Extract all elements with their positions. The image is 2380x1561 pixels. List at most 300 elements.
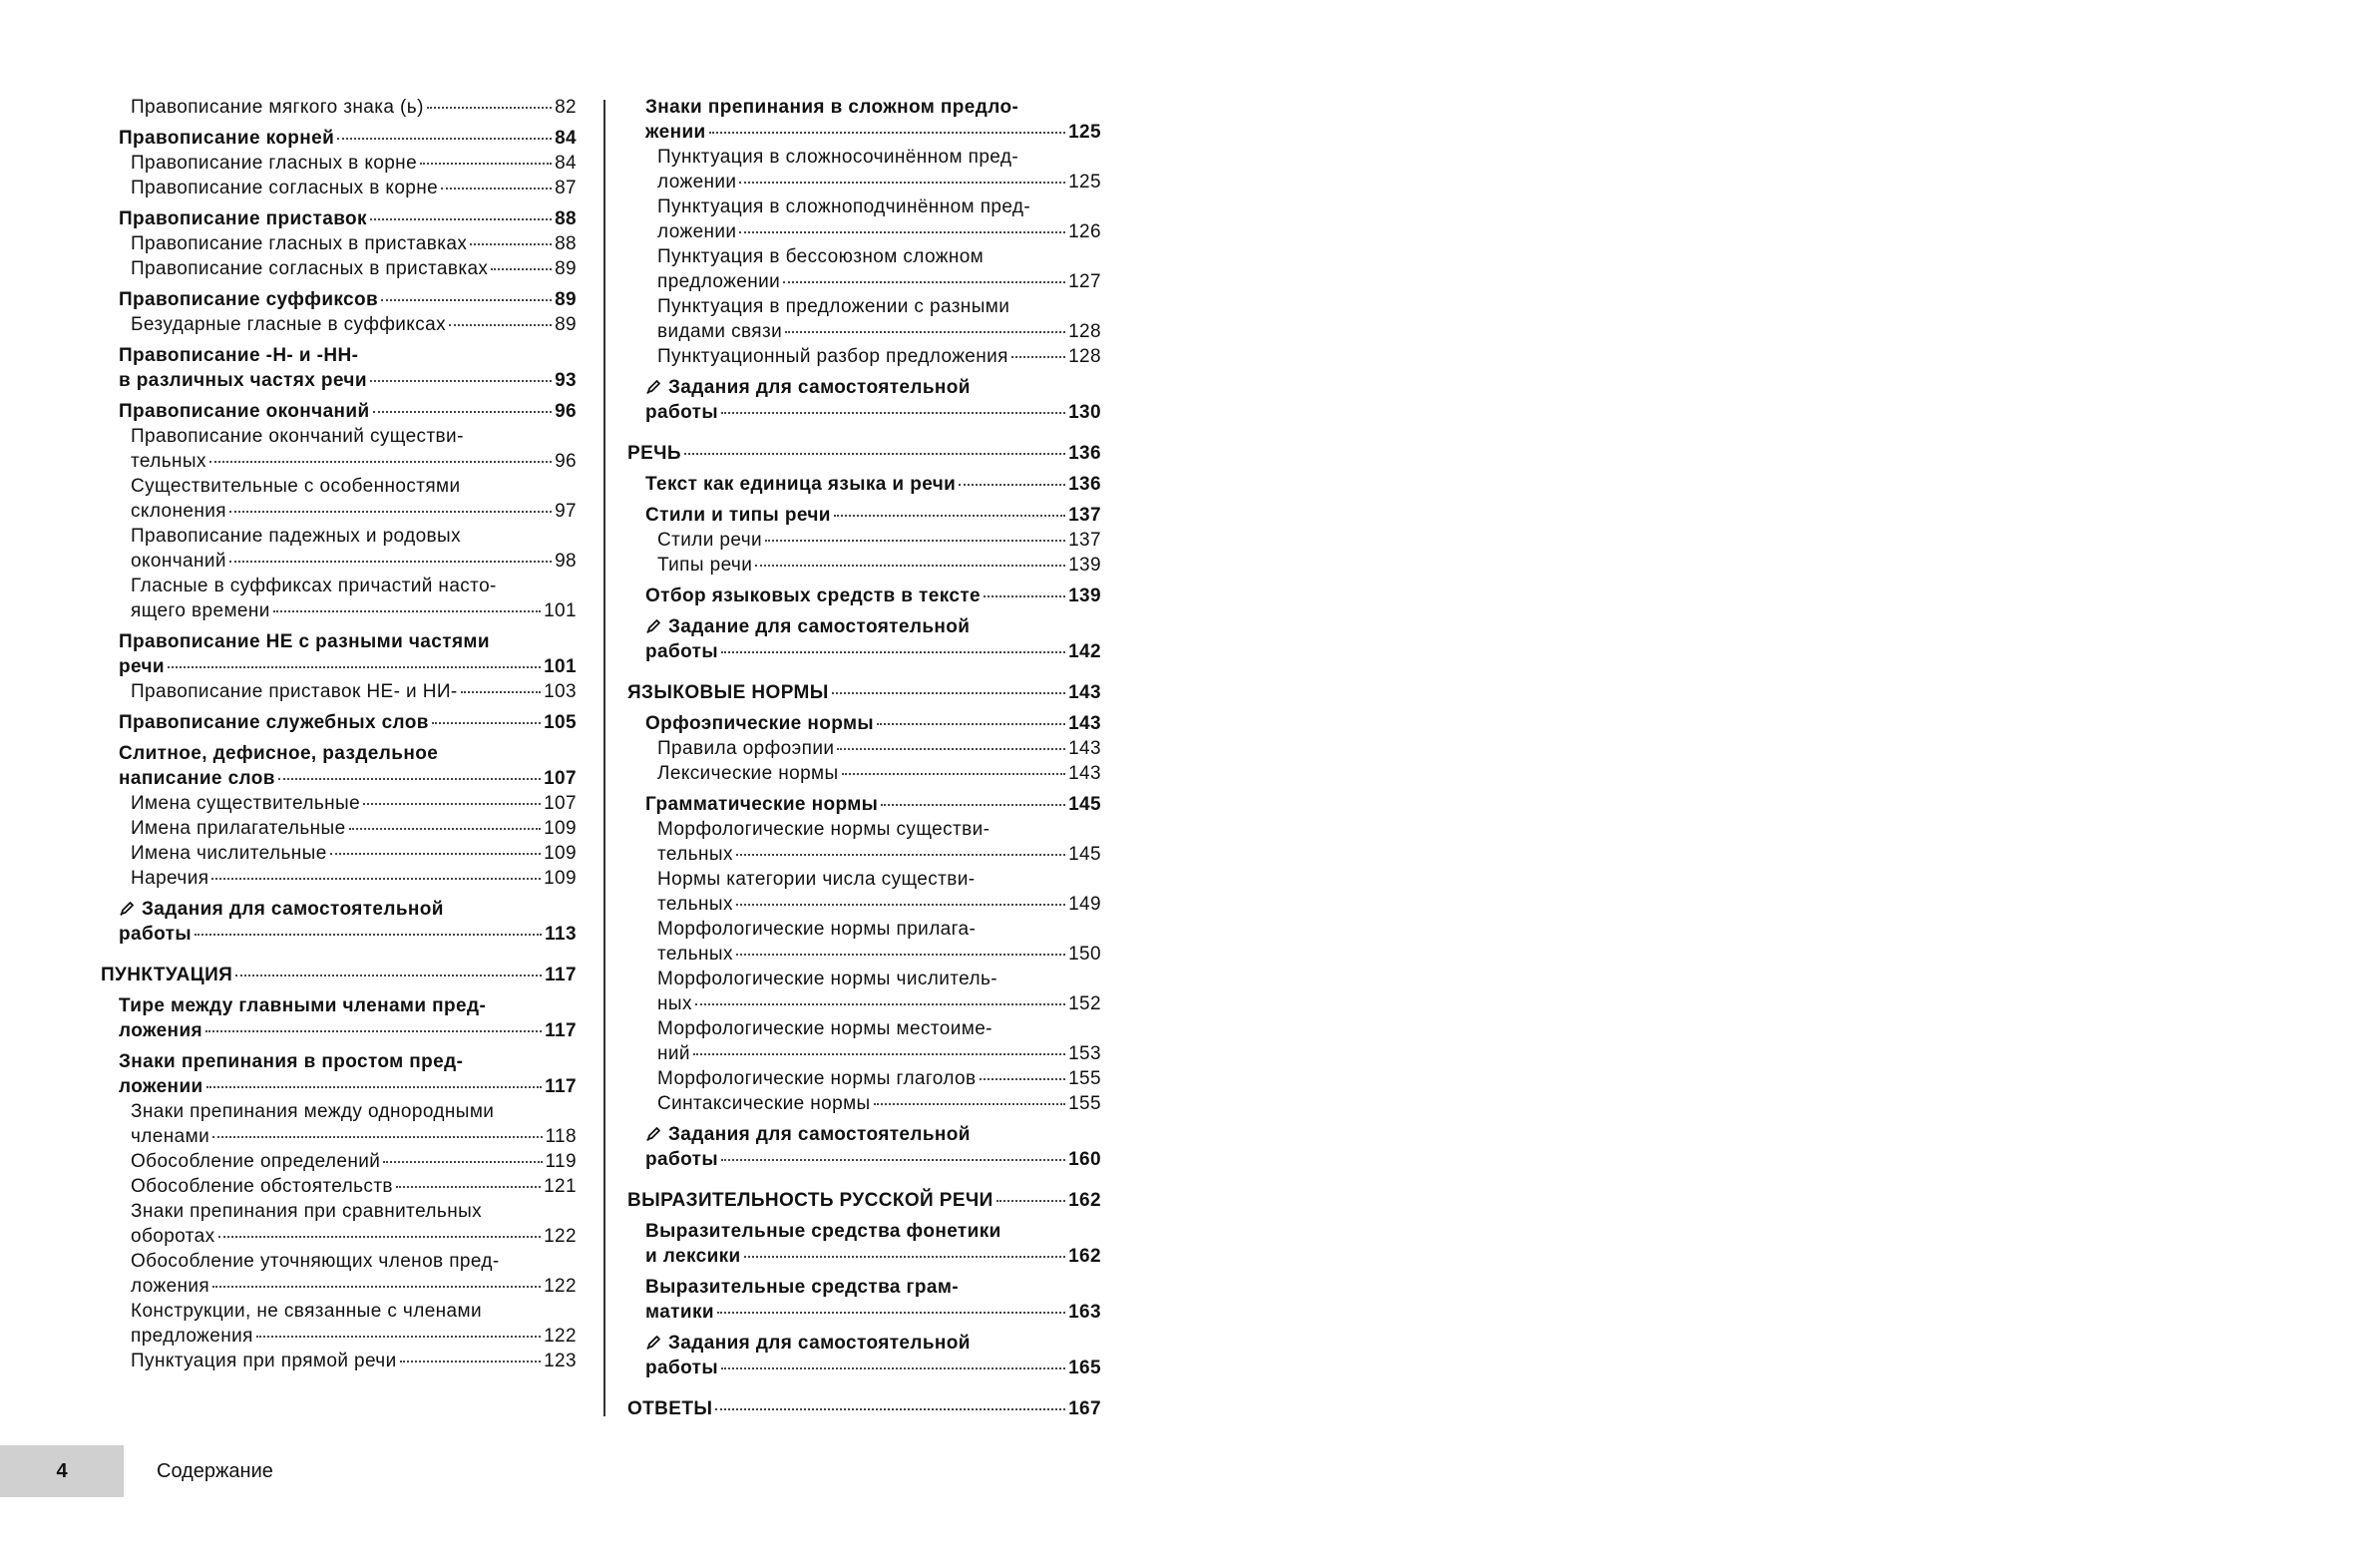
toc-title-line [119,654,577,679]
toc-section [119,1049,577,1099]
dot-leader [693,1053,1065,1055]
toc-title-line [119,897,577,922]
toc-subsection [657,967,1101,1016]
toc-page-number: 143 [1068,713,1101,734]
toc-title-line [645,1356,1101,1380]
toc-title-text: Обособление определений [131,1151,381,1172]
toc-title-line [657,1091,1101,1116]
toc-title-line [657,170,1101,195]
toc-title-line [119,993,577,1018]
toc-title-line [657,892,1101,917]
toc-title-text: тельных [657,894,733,915]
toc-subsection [131,151,577,176]
footer-section-title: Содержание [157,1460,273,1482]
toc-title-text: ПУНКТУАЦИЯ [101,965,233,985]
toc-title-line [119,399,577,424]
toc-page-number: 128 [1068,321,1101,342]
toc-page-number: 143 [1068,682,1101,703]
footer-page-number: 4 [56,1460,68,1482]
toc-page-number: 82 [555,97,577,118]
toc-title-text: РЕЧЬ [627,443,681,464]
toc-title-text: Правописание мягкого знака (ь) [131,97,424,118]
toc-title-text: Синтаксические нормы [657,1093,871,1114]
toc-subsection [131,176,577,200]
toc-section [119,710,577,735]
dot-leader [783,281,1065,283]
dot-leader [229,511,552,513]
toc-title-text: Знаки препинания в простом пред- [119,1051,464,1072]
toc-title-text: Знаки препинания между однородными [131,1101,495,1122]
toc-page-number: 117 [545,1076,577,1097]
toc-title-text: ложении [119,1076,203,1097]
toc-page-number: 163 [1068,1302,1101,1323]
toc-subsection [657,145,1101,195]
dot-leader [785,331,1065,333]
toc-title-text: Пунктуация при прямой речи [131,1351,397,1371]
dot-leader [400,1361,541,1363]
toc-title-text: работы [119,924,192,945]
toc-title-text: Морфологические нормы прилага- [657,919,977,940]
toc-subsection [131,312,577,337]
toc-subsection [131,791,577,816]
toc-page-number: 137 [1068,530,1101,551]
toc-page-number: 89 [555,314,577,335]
dot-leader [721,1159,1065,1161]
toc-title-line [657,269,1101,294]
toc-title-text: Наречия [131,868,209,889]
toc-title-line [119,922,577,947]
toc-title-line [131,95,577,120]
toc-title-text: Правописание приставок НЕ- и НИ- [131,681,458,702]
toc-page-number: 98 [555,551,577,572]
toc-column-left [101,95,577,1373]
toc-section [119,993,577,1043]
toc-section [645,1275,1101,1325]
toc-subsection [657,736,1101,761]
toc-page-number: 101 [544,600,577,621]
toc-page-number: 103 [544,681,577,702]
toc-title-line [119,766,577,791]
toc-subsection [131,1149,577,1174]
toc-title-text: работы [645,402,718,423]
dot-leader [209,461,552,463]
toc-subsection [657,244,1101,294]
toc-page-number: 165 [1068,1358,1101,1378]
toc-title-line [645,1331,1101,1356]
toc-page-number: 84 [555,128,577,149]
toc-title-line [131,176,577,200]
toc-title-line [131,474,577,499]
toc-subsection [131,1249,577,1299]
toc-title-text: Типы речи [657,555,753,576]
dot-leader [363,803,541,805]
toc-title-text: Существительные с особенностями [131,476,461,497]
toc-title-line [657,145,1101,170]
toc-page-number: 109 [544,818,577,839]
toc-title-line [131,816,577,841]
toc-title-text: Правописание гласных в приставках [131,233,468,254]
toc-section [119,897,577,947]
toc-title-line [657,1041,1101,1066]
toc-page-number: 125 [1068,172,1101,193]
toc-title-line [627,1396,1101,1421]
toc-title-text: Пунктуация в предложении с разными [657,296,1010,317]
dot-leader [959,484,1065,486]
toc-subsection [131,95,577,120]
toc-title-line [657,967,1101,991]
toc-title-text: Правописание приставок [119,208,367,229]
toc-title-text: предложения [131,1326,253,1347]
toc-page-number: 155 [1068,1068,1101,1089]
toc-page-number: 162 [1068,1246,1101,1267]
dot-leader [980,1078,1066,1080]
toc-section [119,629,577,679]
dot-leader [396,1186,541,1188]
toc-section [645,1219,1101,1269]
toc-title-text: ЯЗЫКОВЫЕ НОРМЫ [627,682,829,703]
toc-title-text: ложении [657,172,737,193]
toc-title-line [119,1049,577,1074]
pencil-icon [645,1335,661,1351]
toc-title-line [645,1244,1101,1269]
toc-subsection [657,761,1101,786]
toc-page-number: 126 [1068,221,1101,242]
toc-page-number: 97 [555,501,577,522]
toc-title-line [627,1188,1101,1213]
toc-title-text: Текст как единица языка и речи [645,474,957,495]
dot-leader [229,561,552,563]
toc-page-number: 84 [555,153,577,174]
dot-leader [218,1236,542,1238]
toc-title-line [645,1275,1101,1300]
dot-leader [491,268,552,270]
toc-title-line [131,424,577,449]
toc-page-number: 145 [1068,844,1101,865]
dot-leader [715,1408,1065,1410]
toc-subsection [131,866,577,891]
toc-title-line [657,736,1101,761]
toc-title-text: Безударные гласные в суффиксах [131,314,446,335]
dot-leader [235,975,542,976]
toc-page-number: 162 [1068,1190,1101,1211]
toc-page-number: 122 [544,1326,577,1347]
toc-title-line [657,219,1101,244]
toc-title-line [131,866,577,891]
toc-title-line [645,792,1101,817]
toc-title-text: жении [645,122,706,143]
toc-title-text: Морфологические нормы существи- [657,819,991,840]
toc-title-text: Правописание окончаний [119,401,370,422]
toc-title-line [645,503,1101,528]
toc-title-text: ний [657,1043,690,1064]
toc-page-number: 96 [555,451,577,472]
toc-title-line [131,312,577,337]
toc-title-line [645,584,1101,608]
toc-section [645,792,1101,817]
toc-page-number: 150 [1068,944,1101,965]
toc-title-line [119,710,577,735]
toc-title-text: Имена числительные [131,843,327,864]
toc-section [645,614,1101,664]
dot-leader [373,411,552,413]
toc-subsection [131,424,577,474]
dot-leader [695,1003,1065,1005]
toc-title-line [131,1274,577,1299]
toc-title-text: Отбор языковых средств в тексте [645,585,981,606]
dot-leader [432,722,541,724]
dot-leader [383,1161,542,1163]
toc-title-text: тельных [131,451,206,472]
toc-title-text: Гласные в суффиксах причастий насто- [131,576,497,596]
toc-page-number: 139 [1068,585,1101,606]
dot-leader [212,1136,542,1138]
toc-section [119,126,577,151]
dot-leader [874,1103,1065,1105]
toc-title-line [657,1066,1101,1091]
dot-leader [684,453,1065,455]
toc-page-number: 107 [544,793,577,814]
pencil-icon [645,618,661,634]
toc-section [645,1331,1101,1380]
dot-leader [461,691,541,693]
dot-leader [273,610,541,612]
toc-title-text: членами [131,1126,210,1147]
toc-subsection [657,917,1101,967]
toc-page-number: 89 [555,258,577,279]
toc-title-text: Имена существительные [131,793,361,814]
toc-title-text: Задание для самостоятельной [668,616,971,637]
toc-title-line [119,343,577,368]
toc-title-line [131,499,577,524]
toc-subsection [657,294,1101,344]
toc-title-line [131,1174,577,1199]
toc-chapter [101,963,577,987]
toc-title-text: Правописание корней [119,128,335,149]
toc-title-text: ВЫРАЗИТЕЛЬНОСТЬ РУССКОЙ РЕЧИ [627,1190,993,1211]
toc-page-number: 93 [555,370,577,391]
dot-leader [205,1030,542,1032]
dot-leader [427,107,552,109]
toc-subsection [131,231,577,256]
pencil-icon [645,379,661,395]
dot-leader [984,595,1065,597]
pencil-icon [645,1126,661,1142]
toc-title-text: Правописание падежных и родовых [131,526,462,547]
toc-subsection [131,256,577,281]
toc-section [645,375,1101,425]
toc-section [119,399,577,424]
toc-title-text: видами связи [657,321,783,342]
toc-title-line [119,287,577,312]
toc-page-number: 149 [1068,894,1101,915]
toc-section [119,206,577,231]
dot-leader [842,773,1066,775]
toc-title-text: ящего времени [131,600,270,621]
toc-title-text: окончаний [131,551,226,572]
toc-title-line [627,441,1101,466]
toc-title-text: ОТВЕТЫ [627,1398,713,1419]
dot-leader [765,540,1065,542]
toc-page-number: 136 [1068,474,1101,495]
toc-title-text: Задания для самостоятельной [668,377,971,398]
toc-title-line [645,375,1101,400]
toc-title-text: предложении [657,271,781,292]
toc-subsection [131,1349,577,1373]
toc-title-text: работы [645,641,718,662]
toc-subsection [131,1174,577,1199]
toc-page-number: 109 [544,843,577,864]
toc-title-line [131,549,577,574]
toc-section [645,584,1101,608]
toc-page-number: 107 [544,768,577,789]
toc-title-text: Правописание согласных в приставках [131,258,489,279]
dot-leader [736,954,1065,956]
toc-page-number: 101 [544,656,577,677]
toc-page-number: 118 [545,1126,577,1147]
toc-title-text: ложения [119,1020,203,1041]
toc-title-line [131,524,577,549]
toc-title-text: Пунктуация в сложноподчинённом пред- [657,196,1031,217]
toc-subsection [657,195,1101,244]
toc-title-line [657,867,1101,892]
toc-title-line [657,991,1101,1016]
toc-title-line [657,319,1101,344]
dot-leader [832,692,1065,694]
toc-title-line [131,1199,577,1224]
toc-page-number: 105 [544,712,577,733]
toc-title-line [131,256,577,281]
toc-title-text: Задания для самостоятельной [668,1124,971,1145]
toc-page-number: 145 [1068,794,1101,815]
toc-page-number: 117 [545,1020,577,1041]
dot-leader [834,515,1065,517]
toc-page-number: 119 [545,1151,577,1172]
toc-title-text: Правописание гласных в корне [131,153,418,174]
column-divider [603,100,605,1416]
toc-title-line [119,1018,577,1043]
dot-leader [441,188,552,190]
toc-page-number: 137 [1068,505,1101,526]
dot-leader [709,132,1065,134]
toc-page-number: 155 [1068,1093,1101,1114]
dot-leader [837,748,1065,750]
toc-page-number: 153 [1068,1043,1101,1064]
toc-title-line [119,629,577,654]
toc-title-line [131,1349,577,1373]
toc-title-line [131,1224,577,1249]
toc-title-line [657,1016,1101,1041]
dot-leader [877,723,1065,725]
toc-page-number: 96 [555,401,577,422]
toc-title-text: склонения [131,501,226,522]
toc-title-line [131,1124,577,1149]
toc-title-text: Слитное, дефисное, раздельное [119,743,439,764]
toc-title-text: Имена прилагательные [131,818,346,839]
dot-leader [721,412,1065,414]
dot-leader [1011,356,1065,358]
toc-title-text: оборотах [131,1226,215,1247]
dot-leader [195,934,542,936]
dot-leader [256,1336,541,1338]
pencil-icon [119,901,135,917]
toc-chapter [627,1396,1101,1421]
toc-title-text: Правописание НЕ с разными частями [119,631,490,652]
dot-leader [996,1200,1065,1202]
toc-title-text: Орфоэпические нормы [645,713,875,734]
toc-subsection [131,816,577,841]
toc-title-text: ложении [657,221,737,242]
toc-title-text: Морфологические нормы глаголов [657,1068,977,1089]
toc-title-line [119,368,577,393]
toc-title-line [645,1122,1101,1147]
toc-title-text: Пунктуационный разбор предложения [657,346,1008,367]
toc-subsection [657,1066,1101,1091]
toc-title-text: Обособление уточняющих членов пред- [131,1251,500,1272]
toc-title-text: тельных [657,944,733,965]
toc-title-text: Правописание суффиксов [119,289,379,310]
toc-title-line [131,1324,577,1349]
toc-chapter [627,1188,1101,1213]
dot-leader [449,324,552,326]
toc-section [119,343,577,393]
dot-leader [370,218,552,220]
toc-subsection [131,1299,577,1349]
toc-title-text: ных [657,993,692,1014]
toc-title-line [657,528,1101,553]
toc-title-line [657,244,1101,269]
toc-subsection [657,867,1101,917]
toc-title-line [131,841,577,866]
toc-subsection [657,344,1101,369]
toc-title-text: Правописание согласных в корне [131,178,439,198]
toc-title-text: Лексические нормы [657,763,839,784]
toc-page-number: 160 [1068,1149,1101,1170]
dot-leader [381,299,552,301]
toc-page-number: 127 [1068,271,1101,292]
toc-title-text: Знаки препинания в сложном предло- [645,97,1019,118]
toc-page-number: 88 [555,233,577,254]
toc-page-number: 143 [1068,763,1101,784]
toc-subsection [131,474,577,524]
toc-page-number: 125 [1068,122,1101,143]
toc-title-text: Правописание -Н- и -НН- [119,345,359,366]
toc-title-text: матики [645,1302,714,1323]
toc-title-line [131,449,577,474]
toc-page-number: 143 [1068,738,1101,759]
toc-page-number: 167 [1068,1398,1101,1419]
toc-title-text: и лексики [645,1246,741,1267]
toc-page-number: 152 [1068,993,1101,1014]
toc-subsection [657,817,1101,867]
toc-title-text: тельных [657,844,733,865]
toc-page-number: 109 [544,868,577,889]
toc-title-line [119,1074,577,1099]
toc-title-line [657,195,1101,219]
toc-title-line [645,711,1101,736]
toc-section [119,741,577,791]
toc-page-number: 136 [1068,443,1101,464]
toc-title-line [645,614,1101,639]
toc-subsection [131,524,577,574]
toc-page-number: 139 [1068,555,1101,576]
toc-title-line [131,598,577,623]
toc-title-text: Выразительные средства фонетики [645,1221,1001,1242]
dot-leader [330,853,541,855]
toc-subsection [657,553,1101,578]
toc-title-line [657,344,1101,369]
toc-title-text: Выразительные средства грам- [645,1277,960,1298]
toc-section [645,1122,1101,1172]
